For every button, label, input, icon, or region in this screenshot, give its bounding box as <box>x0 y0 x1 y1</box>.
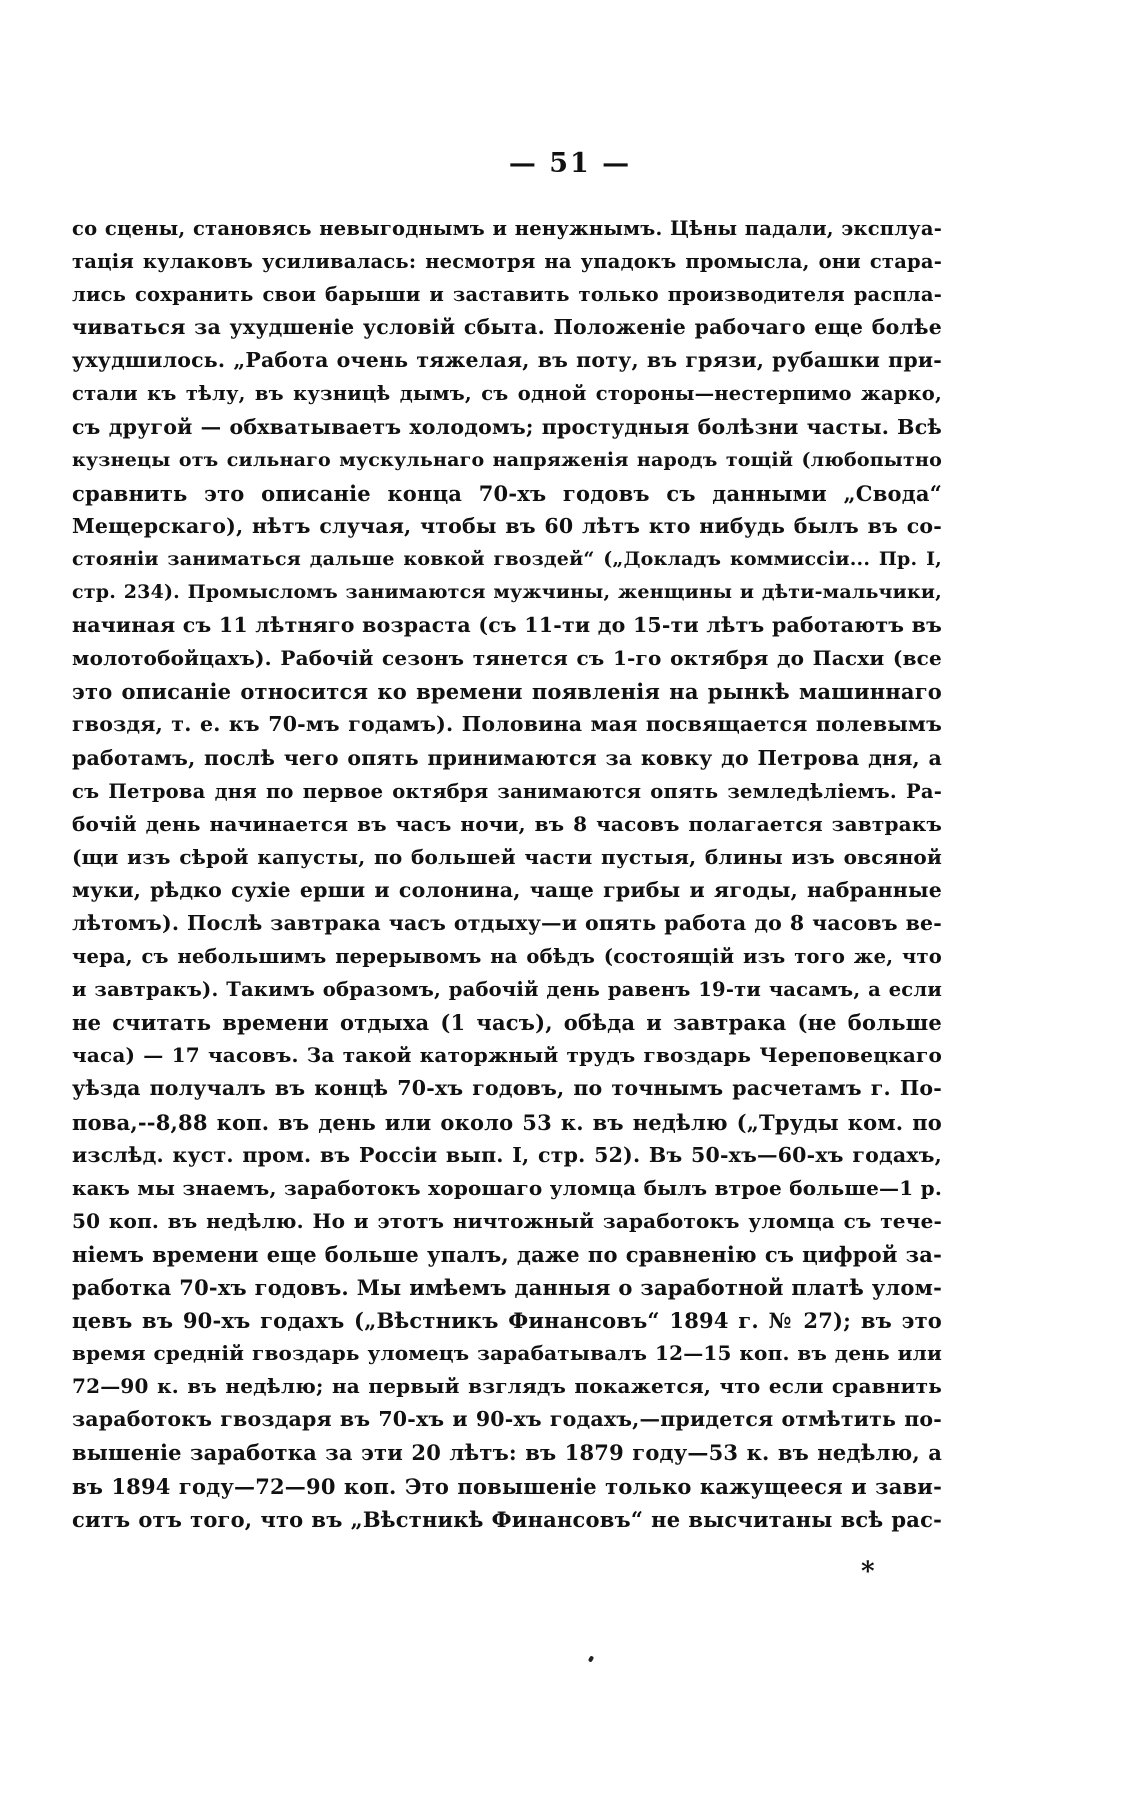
ink-speck <box>588 1655 594 1662</box>
text-line: стр. 234). Промысломъ занимаются мужчины, женщины и дѣти-мальчики, <box>72 581 942 604</box>
text-line: ніемъ времени еще больше упалъ, даже по сравненію съ цифрой за- <box>72 1241 942 1267</box>
text-line: время средній гвоздарь уломецъ зарабатывалъ 12—15 коп. въ день или <box>72 1341 942 1366</box>
text-line: чера, съ небольшимъ перерывомъ на обѣдъ (состоящій изъ того же, что <box>72 945 942 969</box>
text-line: это описаніе относится ко времени появленія на рынкѣ машиннаго <box>72 679 942 705</box>
text-line: пова,--8,88 коп. въ день или около 53 к. въ недѣлю („Труды ком. по <box>72 1109 942 1135</box>
text-line: въ 1894 году—72—90 коп. Это повышеніе только кажущееся и зави- <box>72 1473 942 1499</box>
text-line: ухудшилось. „Работа очень тяжелая, въ поту, въ грязи, рубашки при- <box>72 348 942 373</box>
body-text <box>72 212 942 1536</box>
text-line: работамъ, послѣ чего опять принимаются за ковку до Петрова дня, а <box>72 745 942 770</box>
text-line: уѣзда получалъ въ концѣ 70-хъ годовъ, по точнымъ расчетамъ г. По- <box>72 1076 942 1101</box>
text-line: молотобойцахъ). Рабочій сезонъ тянется съ 1-го октября до Пасхи (все <box>72 646 942 671</box>
page-number: — 51 — <box>508 148 632 179</box>
text-line: съ Петрова дня по первое октября занимаются опять земледѣліемъ. Ра- <box>72 779 942 803</box>
text-line: начиная съ 11 лѣтняго возраста (съ 11-ти до 15-ти лѣтъ работаютъ въ <box>72 613 942 638</box>
text-line: стояніи заниматься дальше ковкой гвоздей“ („Докладъ коммиссіи... Пр. I, <box>72 547 942 570</box>
text-line: сравнить это описаніе конца 70-хъ годовъ съ данными „Свода“ <box>72 480 942 506</box>
text-line: заработокъ гвоздаря въ 70-хъ и 90-хъ годахъ,—придется отмѣтить по- <box>72 1407 942 1432</box>
text-line: вышеніе заработка за эти 20 лѣтъ: въ 1879 году—53 к. въ недѣлю, а <box>72 1440 942 1466</box>
text-line: чиваться за ухудшеніе условій сбыта. Положеніе рабочаго еще болѣе <box>72 315 942 340</box>
text-line: и завтракъ). Такимъ образомъ, рабочій день равенъ 19-ти часамъ, а если <box>72 978 942 1002</box>
text-line: Мещерскаго), нѣтъ случая, чтобы въ 60 лѣтъ кто нибудь былъ въ со- <box>72 513 942 538</box>
text-line: тація кулаковъ усиливалась: несмотря на упадокъ промысла, они стара- <box>72 250 942 274</box>
text-line: какъ мы знаемъ, заработокъ хорошаго уломца былъ втрое больше—1 р. <box>72 1175 942 1200</box>
text-line: кузнецы отъ сильнаго мускульнаго напряженія народъ тощій (любопытно <box>72 448 942 471</box>
text-line: гвоздя, т. е. къ 70-мъ годамъ). Половина мая посвящается полевымъ <box>72 712 942 737</box>
text-line: съ другой — обхватываетъ холодомъ; простудныя болѣзни часты. Всѣ <box>72 414 942 439</box>
text-line: 72—90 к. въ недѣлю; на первый взглядъ покажется, что если сравнить <box>72 1374 942 1399</box>
text-line: стали къ тѣлу, въ кузницѣ дымъ, съ одной стороны—нестерпимо жарко, <box>72 382 942 406</box>
text-line: муки, рѣдко сухіе ерши и солонина, чаще грибы и ягоды, набранные <box>72 877 942 902</box>
text-line: часа) — 17 часовъ. За такой каторжный трудъ гвоздарь Череповецкаго <box>72 1043 942 1068</box>
text-line: цевъ въ 90-хъ годахъ („Вѣстникъ Финансовъ“ 1894 г. № 27); въ это <box>72 1308 942 1334</box>
text-line: лись сохранить свои барыши и заставить только производителя распла- <box>72 283 942 307</box>
text-line: (щи изъ сѣрой капусты, по большей части пустыя, блины изъ овсяной <box>72 844 942 869</box>
text-line: со сцены, становясь невыгоднымъ и ненужнымъ. Цѣны падали, эксплуа- <box>72 217 942 240</box>
text-line: работка 70-хъ годовъ. Мы имѣемъ данныя о заработной платѣ улом- <box>72 1275 942 1300</box>
text-line: не считать времени отдыха (1 часъ), обѣда и завтрака (не больше <box>72 1010 942 1036</box>
signature-mark: * <box>861 1557 875 1587</box>
text-line: изслѣд. куст. пром. въ Россіи вып. I, стр. 52). Въ 50-хъ—60-хъ годахъ, <box>72 1142 942 1167</box>
text-line: ситъ отъ того, что въ „Вѣстникѣ Финансовъ“ не высчитаны всѣ рас- <box>72 1506 942 1532</box>
text-line: 50 коп. въ недѣлю. Но и этотъ ничтожный заработокъ уломца съ тече- <box>72 1208 942 1233</box>
text-line: лѣтомъ). Послѣ завтрака часъ отдыху—и опять работа до 8 часовъ ве- <box>72 910 942 935</box>
text-line: бочій день начинается въ часъ ночи, въ 8 часовъ полагается завтракъ <box>72 811 942 836</box>
